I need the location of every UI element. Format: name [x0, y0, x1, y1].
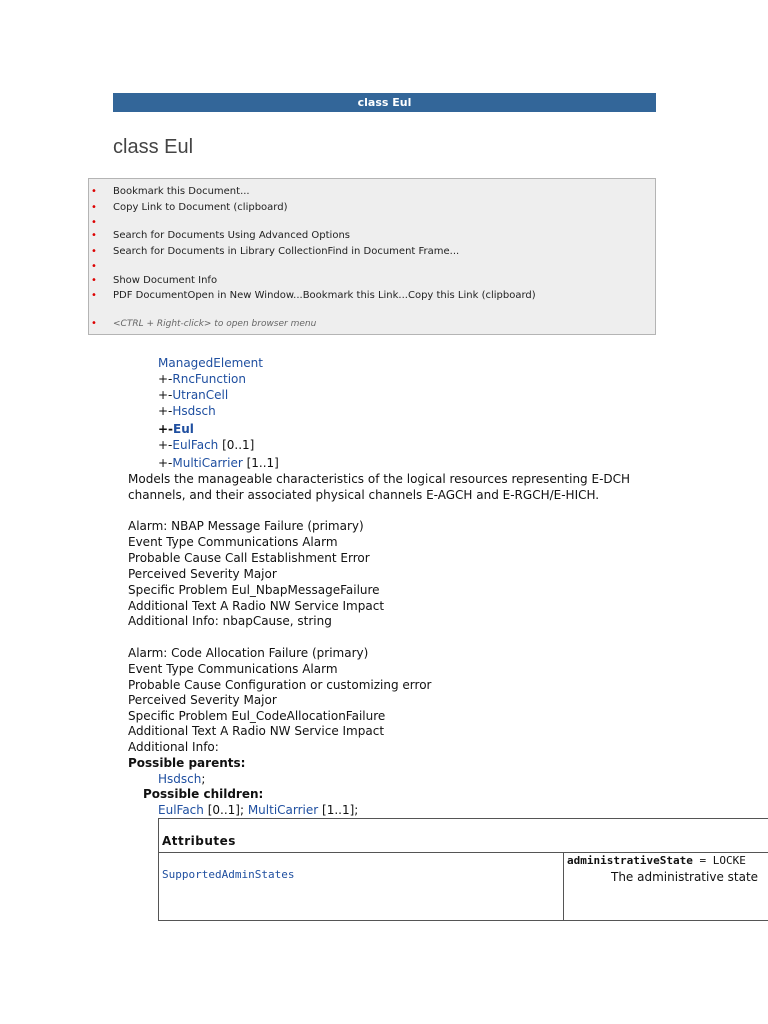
hierarchy-current-node: +-Eul: [158, 422, 194, 436]
alarm1-line: Additional Info: nbapCause, string: [128, 614, 332, 628]
bullet-icon: •: [91, 217, 97, 228]
alarm1-line: Alarm: NBAP Message Failure (primary): [128, 519, 364, 533]
hierarchy-node: +-Hsdsch: [158, 404, 216, 418]
possible-parents-list: Hsdsch;: [158, 772, 206, 786]
attributes-header: [159, 819, 768, 853]
possible-children-list: EulFach [0..1]; MultiCarrier [1..1];: [158, 803, 359, 817]
alarm2-line: Additional Info:: [128, 740, 219, 754]
alarm1-line: Perceived Severity Major: [128, 567, 277, 581]
attribute-description: The administrative state: [611, 870, 759, 884]
menu-item-ctrl-hint: • <CTRL + Right-click> to open browser menu: [91, 318, 317, 329]
hierarchy-node: +-MultiCarrier [1..1]: [158, 456, 279, 470]
link-hsdsch[interactable]: Hsdsch: [172, 404, 216, 418]
attribute-name: administrativeState: [567, 854, 693, 867]
alarm2-line: Specific Problem Eul_CodeAllocationFailure: [128, 709, 386, 723]
hierarchy-root: [158, 355, 263, 371]
page-title: class Eul: [113, 136, 194, 158]
link-utran-cell[interactable]: UtranCell: [172, 388, 229, 402]
alarm1-line: Specific Problem Eul_NbapMessageFailure: [128, 583, 380, 597]
description-line: Models the manageable characteristics of the logical resources representing E-DCH: [128, 472, 631, 486]
bullet-icon: •: [91, 261, 97, 272]
bullet-icon: •: [91, 318, 97, 329]
hierarchy-node: +-EulFach [0..1]: [158, 438, 255, 452]
menu-item-show-document-info[interactable]: • Show Document Info: [91, 275, 218, 286]
bullet-icon: •: [91, 186, 97, 197]
description-line: channels, and their associated physical channels E-AGCH and E-RGCH/E-HICH.: [128, 488, 600, 502]
link-multi-carrier[interactable]: MultiCarrier: [172, 456, 243, 470]
link-rnc-function[interactable]: RncFunction: [172, 372, 246, 386]
attributes-left-cell: [159, 853, 564, 921]
current-class-eul: Eul: [173, 422, 194, 436]
attributes-table: [158, 818, 768, 921]
bullet-icon: •: [91, 230, 97, 241]
attributes-right-cell: [564, 853, 768, 921]
attributes-heading: Attributes: [162, 834, 236, 848]
alarm1-line: Probable Cause Call Establishment Error: [128, 551, 370, 565]
link-child-multi-carrier[interactable]: MultiCarrier: [247, 803, 319, 817]
link-managed-element[interactable]: ManagedElement: [158, 356, 263, 370]
alarm2-line: Perceived Severity Major: [128, 693, 277, 707]
bullet-icon: •: [91, 290, 97, 301]
link-eul-fach[interactable]: EulFach: [172, 438, 219, 452]
link-child-eul-fach[interactable]: EulFach: [158, 803, 204, 817]
possible-children-heading: Possible children:: [143, 787, 264, 801]
attribute-signature: [567, 854, 746, 867]
menu-item-copy-link[interactable]: • Copy Link to Document (clipboard): [91, 202, 288, 213]
alarm2-line: Alarm: Code Allocation Failure (primary): [128, 646, 369, 660]
menu-item-search-library[interactable]: • Search for Documents in Library CollectionFind in Document Frame...: [91, 246, 460, 257]
link-parent-hsdsch[interactable]: Hsdsch: [158, 772, 202, 786]
alarm1-line: Additional Text A Radio NW Service Impact: [128, 599, 385, 613]
alarm2-line: Probable Cause Configuration or customizing error: [128, 678, 432, 692]
attribute-value: = LOCKE: [692, 854, 746, 867]
menu-item-bookmark-document[interactable]: • Bookmark this Document...: [91, 186, 250, 197]
hierarchy-node: +-RncFunction: [158, 372, 246, 386]
alarm1-line: Event Type Communications Alarm: [128, 535, 338, 549]
bullet-icon: •: [91, 202, 97, 213]
title-bar: class Eul: [113, 93, 656, 112]
bullet-icon: •: [91, 246, 97, 257]
hierarchy-node: +-UtranCell: [158, 388, 229, 402]
menu-item-search-advanced[interactable]: • Search for Documents Using Advanced Options: [91, 230, 350, 241]
link-supported-admin-states[interactable]: SupportedAdminStates: [162, 868, 295, 881]
possible-parents-heading: Possible parents:: [128, 756, 246, 770]
bullet-icon: •: [91, 275, 97, 286]
alarm2-line: Additional Text A Radio NW Service Impact: [128, 724, 385, 738]
alarm2-line: Event Type Communications Alarm: [128, 662, 338, 676]
menu-item-pdf-document[interactable]: • PDF DocumentOpen in New Window...Bookmark this Link...Copy this Link (clipboard): [91, 290, 536, 301]
